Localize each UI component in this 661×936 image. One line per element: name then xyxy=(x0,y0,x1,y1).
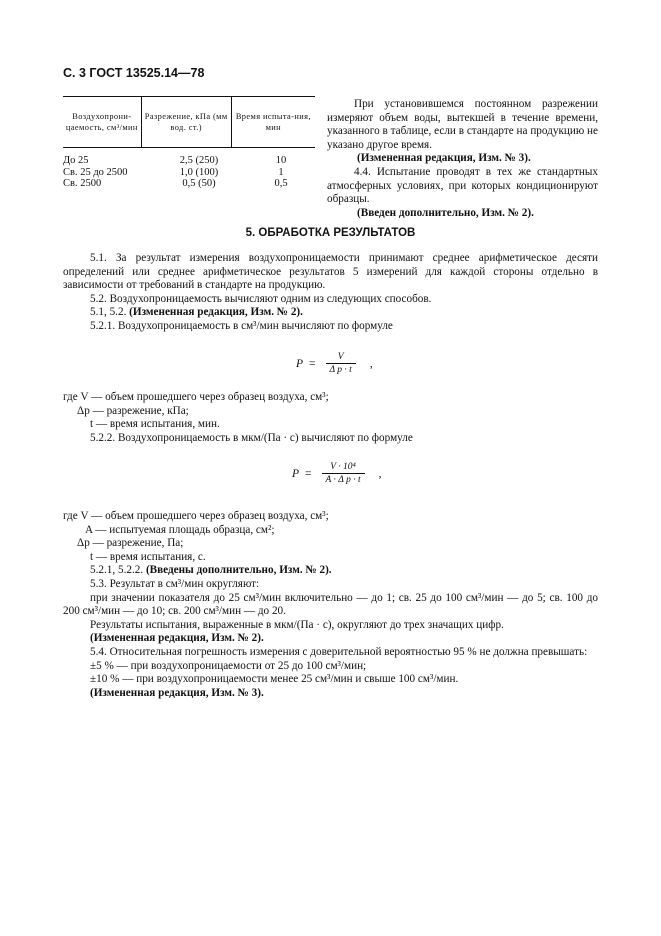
definition-a xyxy=(63,524,598,538)
table-cell: До 25 xyxy=(63,155,89,166)
amendment-note: (Измененная редакция, Изм. № 3). xyxy=(357,152,531,165)
test-parameters-table xyxy=(63,96,315,190)
def-text: разрежение, кПа; xyxy=(106,404,189,417)
def-text: разрежение, Па; xyxy=(106,537,184,550)
paragraph-5-1: 5.1. За результат измерения воздухопроницаемости принимают среднее арифметическое десяти определений или среднее арифметическое результатов 5 измерений для каждой стороны отдельно в зависимости от требований в стандарте на продукцию. xyxy=(63,252,598,292)
table-cell: 1,0 (100) xyxy=(179,166,219,178)
def-term: где V — xyxy=(63,391,103,403)
definitions-1 xyxy=(63,391,598,445)
table-cell: 0,5 (50) xyxy=(182,178,216,189)
amendment-note: (Измененная редакция, Изм. № 2). xyxy=(129,306,303,319)
paragraph-5-3-rounding: при значении показателя до 25 см³/мин включительно — до 1; св. 25 до 100 см³/мин — до 5; св. 100 до 200 см³/мин — до 10; св. 200 см³/мин — до 20. xyxy=(63,591,598,618)
amendment-line xyxy=(63,564,598,578)
formula-tail: , xyxy=(378,467,382,480)
def-term: где V — xyxy=(63,510,103,522)
formula-1 xyxy=(296,352,373,375)
definition-v xyxy=(63,510,598,524)
clause-refs: 5.1, 5.2. xyxy=(90,306,127,319)
table-header-permeability: Воздухопрони-цаемость, см³/мин xyxy=(65,111,138,132)
def-term: t — xyxy=(90,418,108,431)
formula-tail: , xyxy=(369,357,373,370)
definitions-2 xyxy=(63,510,598,700)
table-cell: 2,5 (250) xyxy=(179,155,219,166)
formula-fraction xyxy=(326,352,356,375)
table-cell: 1 xyxy=(278,166,284,178)
paragraph-4-3-cont: При установившемся постоянном разрежении измеряют объем воды, вытекшей в течение времени, указанного в таблице, если в стандарте на продукцию не указано другое время. xyxy=(327,98,598,151)
def-text: объем прошедшего через образец воздуха, см³; xyxy=(105,391,329,403)
section-title: 5. ОБРАБОТКА РЕЗУЛЬТАТОВ xyxy=(245,227,416,239)
table-header-time: Время испыта-ния, мин xyxy=(231,97,315,147)
formula-lhs: P xyxy=(292,467,300,480)
definition-t xyxy=(63,551,598,565)
table-cell: Св. 2500 xyxy=(63,178,102,189)
formula-fraction xyxy=(322,462,365,485)
amendment-note: (Введен дополнительно, Изм. № 2). xyxy=(357,206,534,219)
section-5-block-1 xyxy=(63,252,598,334)
paragraph-5-3-results: Результаты испытания, выраженные в мкм/(Па · с), округляют до трех значащих цифр. xyxy=(90,618,504,631)
table-row xyxy=(63,167,315,179)
formula-denominator: A · Δ p · t xyxy=(322,473,365,485)
paragraph-5-3: 5.3. Результат в см³/мин округляют: xyxy=(90,577,260,590)
table-row xyxy=(63,178,315,190)
def-text: время испытания, с. xyxy=(109,550,206,563)
table-cell: 0,5 xyxy=(274,178,288,189)
paragraph-4-4: 4.4. Испытание проводят в тех же стандартных атмосферных условиях, при которых кондиционируют образцы. xyxy=(327,165,598,206)
definition-dp xyxy=(63,537,598,551)
page-header: С. 3 ГОСТ 13525.14—78 xyxy=(63,66,205,80)
formula-eq: = xyxy=(309,357,316,370)
table-cell: Св. 25 до 2500 xyxy=(63,166,128,178)
def-term: t — xyxy=(90,550,108,563)
definition-dp xyxy=(63,405,598,419)
def-text: объем прошедшего через образец воздуха, см³; xyxy=(105,510,329,522)
def-term: A — xyxy=(85,523,107,536)
formula-numerator: V · 10⁴ xyxy=(330,462,356,472)
paragraph-5-2-2: 5.2.2. Воздухопроницаемость в мкм/(Па · с) вычисляют по формуле xyxy=(90,431,413,444)
table-header-row xyxy=(63,97,315,147)
paragraph-5-2-1: 5.2.1. Воздухопроницаемость в см³/мин вычисляют по формуле xyxy=(90,319,393,332)
amendment-note: (Измененная редакция, Изм. № 3). xyxy=(90,686,264,699)
amendment-note: (Измененная редакция, Изм. № 2). xyxy=(90,632,264,645)
table-row xyxy=(63,155,315,167)
amendment-note: (Введены дополнительно, Изм. № 2). xyxy=(145,564,332,577)
tolerance-5: ±5 % — при воздухопроницаемости от 25 до 100 см³/мин; xyxy=(90,659,367,672)
paragraph-5-4: 5.4. Относительная погрешность измерения с доверительной вероятностью 95 % не должна превышать: xyxy=(90,645,588,658)
formula-2 xyxy=(292,462,381,485)
table-cell: 10 xyxy=(275,155,287,166)
def-text: время испытания, мин. xyxy=(109,418,220,431)
tolerance-10: ±10 % — при воздухопроницаемости менее 25 см³/мин и свыше 100 см³/мин. xyxy=(90,673,459,686)
definition-v xyxy=(63,391,598,405)
formula-denominator: Δ p · t xyxy=(326,363,356,375)
right-column-text xyxy=(327,98,598,220)
def-term: Δp — xyxy=(77,537,104,550)
formula-numerator: V xyxy=(337,352,344,362)
def-text: испытуемая площадь образца, см²; xyxy=(109,523,275,536)
table-header-vacuum: Разрежение, кПа (мм вод. ст.) xyxy=(141,97,231,147)
clause-refs: 5.2.1, 5.2.2. xyxy=(90,564,144,577)
amendment-line xyxy=(63,306,598,320)
definition-t xyxy=(63,418,598,432)
paragraph-5-2: 5.2. Воздухопроницаемость вычисляют одним из следующих способов. xyxy=(90,292,432,305)
formula-lhs: P xyxy=(296,357,304,370)
def-term: Δp — xyxy=(77,404,104,417)
formula-eq: = xyxy=(305,467,312,480)
